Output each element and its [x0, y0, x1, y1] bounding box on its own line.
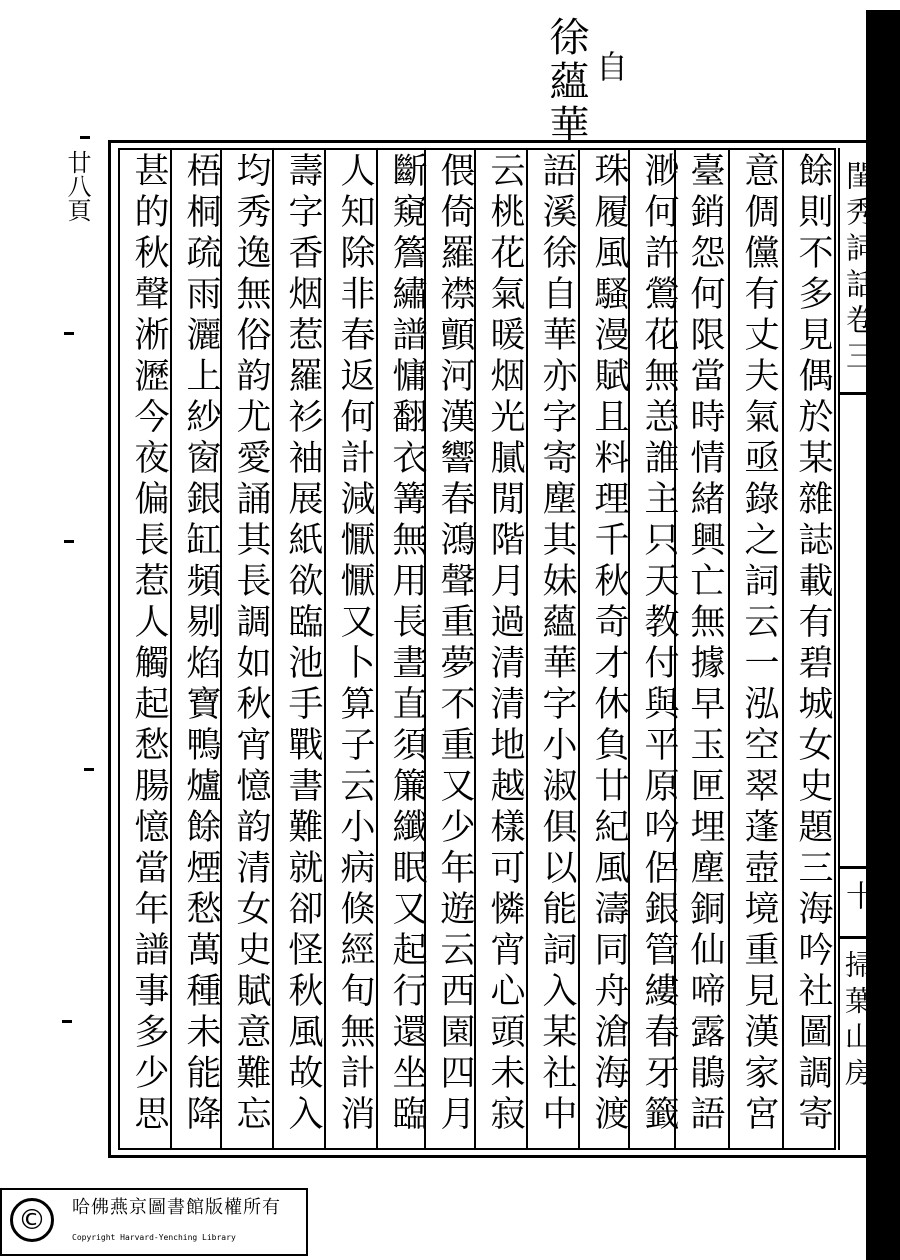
text-column: 均秀逸無俗韵尤愛誦其長調如秋宵憶韵清女史賦意難忘	[231, 152, 271, 1136]
handwritten-zi: 自	[591, 50, 629, 82]
text-column: 餘則不多見偶於某雜誌載有碧城女史題三海吟社圖調寄	[793, 152, 833, 1136]
margin-tick	[64, 540, 74, 543]
volume-label: 卷三	[840, 304, 875, 376]
margin-tick	[80, 136, 90, 139]
text-column: 甚的秋聲淅瀝今夜偏長惹人觸起愁腸憶當年譜事多少思	[129, 152, 169, 1136]
text-column: 壽字香烟惹羅衫袖展紙欲臨池手戰書難就卻怪秋風故入	[283, 152, 323, 1136]
margin-tick	[62, 1020, 72, 1023]
copyright-chinese: 哈佛燕京圖書館版權所有	[72, 1197, 281, 1218]
text-column: 渺何許鶯花無恙誰主只天教付與平原吟侶銀管縷春牙籤	[639, 152, 679, 1136]
banner-title	[840, 160, 874, 376]
banner-separator	[838, 866, 874, 869]
banner-separator	[838, 392, 874, 395]
text-column: 云桃花氣暖烟光膩閒階月過清清地越樣可憐宵心頭未寂	[485, 152, 525, 1136]
handwritten-margin-note: 廿八頁	[63, 150, 91, 222]
text-column: 梧桐疏雨灑上紗窗銀缸頻剔焰寶鴨爐餘煙愁萬種未能降	[181, 152, 221, 1136]
book-title: 閨秀詞話	[840, 160, 875, 304]
page-number: 十	[840, 880, 875, 910]
margin-tick	[84, 768, 94, 771]
text-column: 珠履風騷漫賦且料理千秋奇才休負廿紀風濤同舟滄海渡	[589, 152, 629, 1136]
copyright-icon: ©	[10, 1198, 54, 1242]
publisher-studio: 掃葉山房	[841, 950, 874, 1094]
text-column: 偎倚羅襟顫河漢響春鴻聲重夢不重又少年遊云西園四月	[435, 152, 475, 1136]
banner-separator	[838, 936, 874, 939]
text-column: 語溪徐自華亦字寄塵其妹蘊華字小淑俱以能詞入某社中	[537, 152, 577, 1136]
margin-tick	[64, 332, 74, 335]
text-column: 斷窺簷繡譜慵翻衣篝無用長晝直須簾纖眠又起行還坐臨	[387, 152, 427, 1136]
copyright-english: Copyright Harvard-Yenching Library	[72, 1233, 236, 1242]
text-column: 人知除非春返何計減懨懨又卜算子云小病倏經旬無計消	[335, 152, 375, 1136]
handwritten-name: 徐蘊華	[543, 16, 589, 148]
text-column: 臺銷怨何限當時情緒興亡無據早玉匣埋塵銅仙啼露鵑語	[685, 152, 725, 1136]
text-column: 意倜儻有丈夫氣亟錄之詞云一泓空翠蓬壺境重見漢家宮	[739, 152, 779, 1136]
